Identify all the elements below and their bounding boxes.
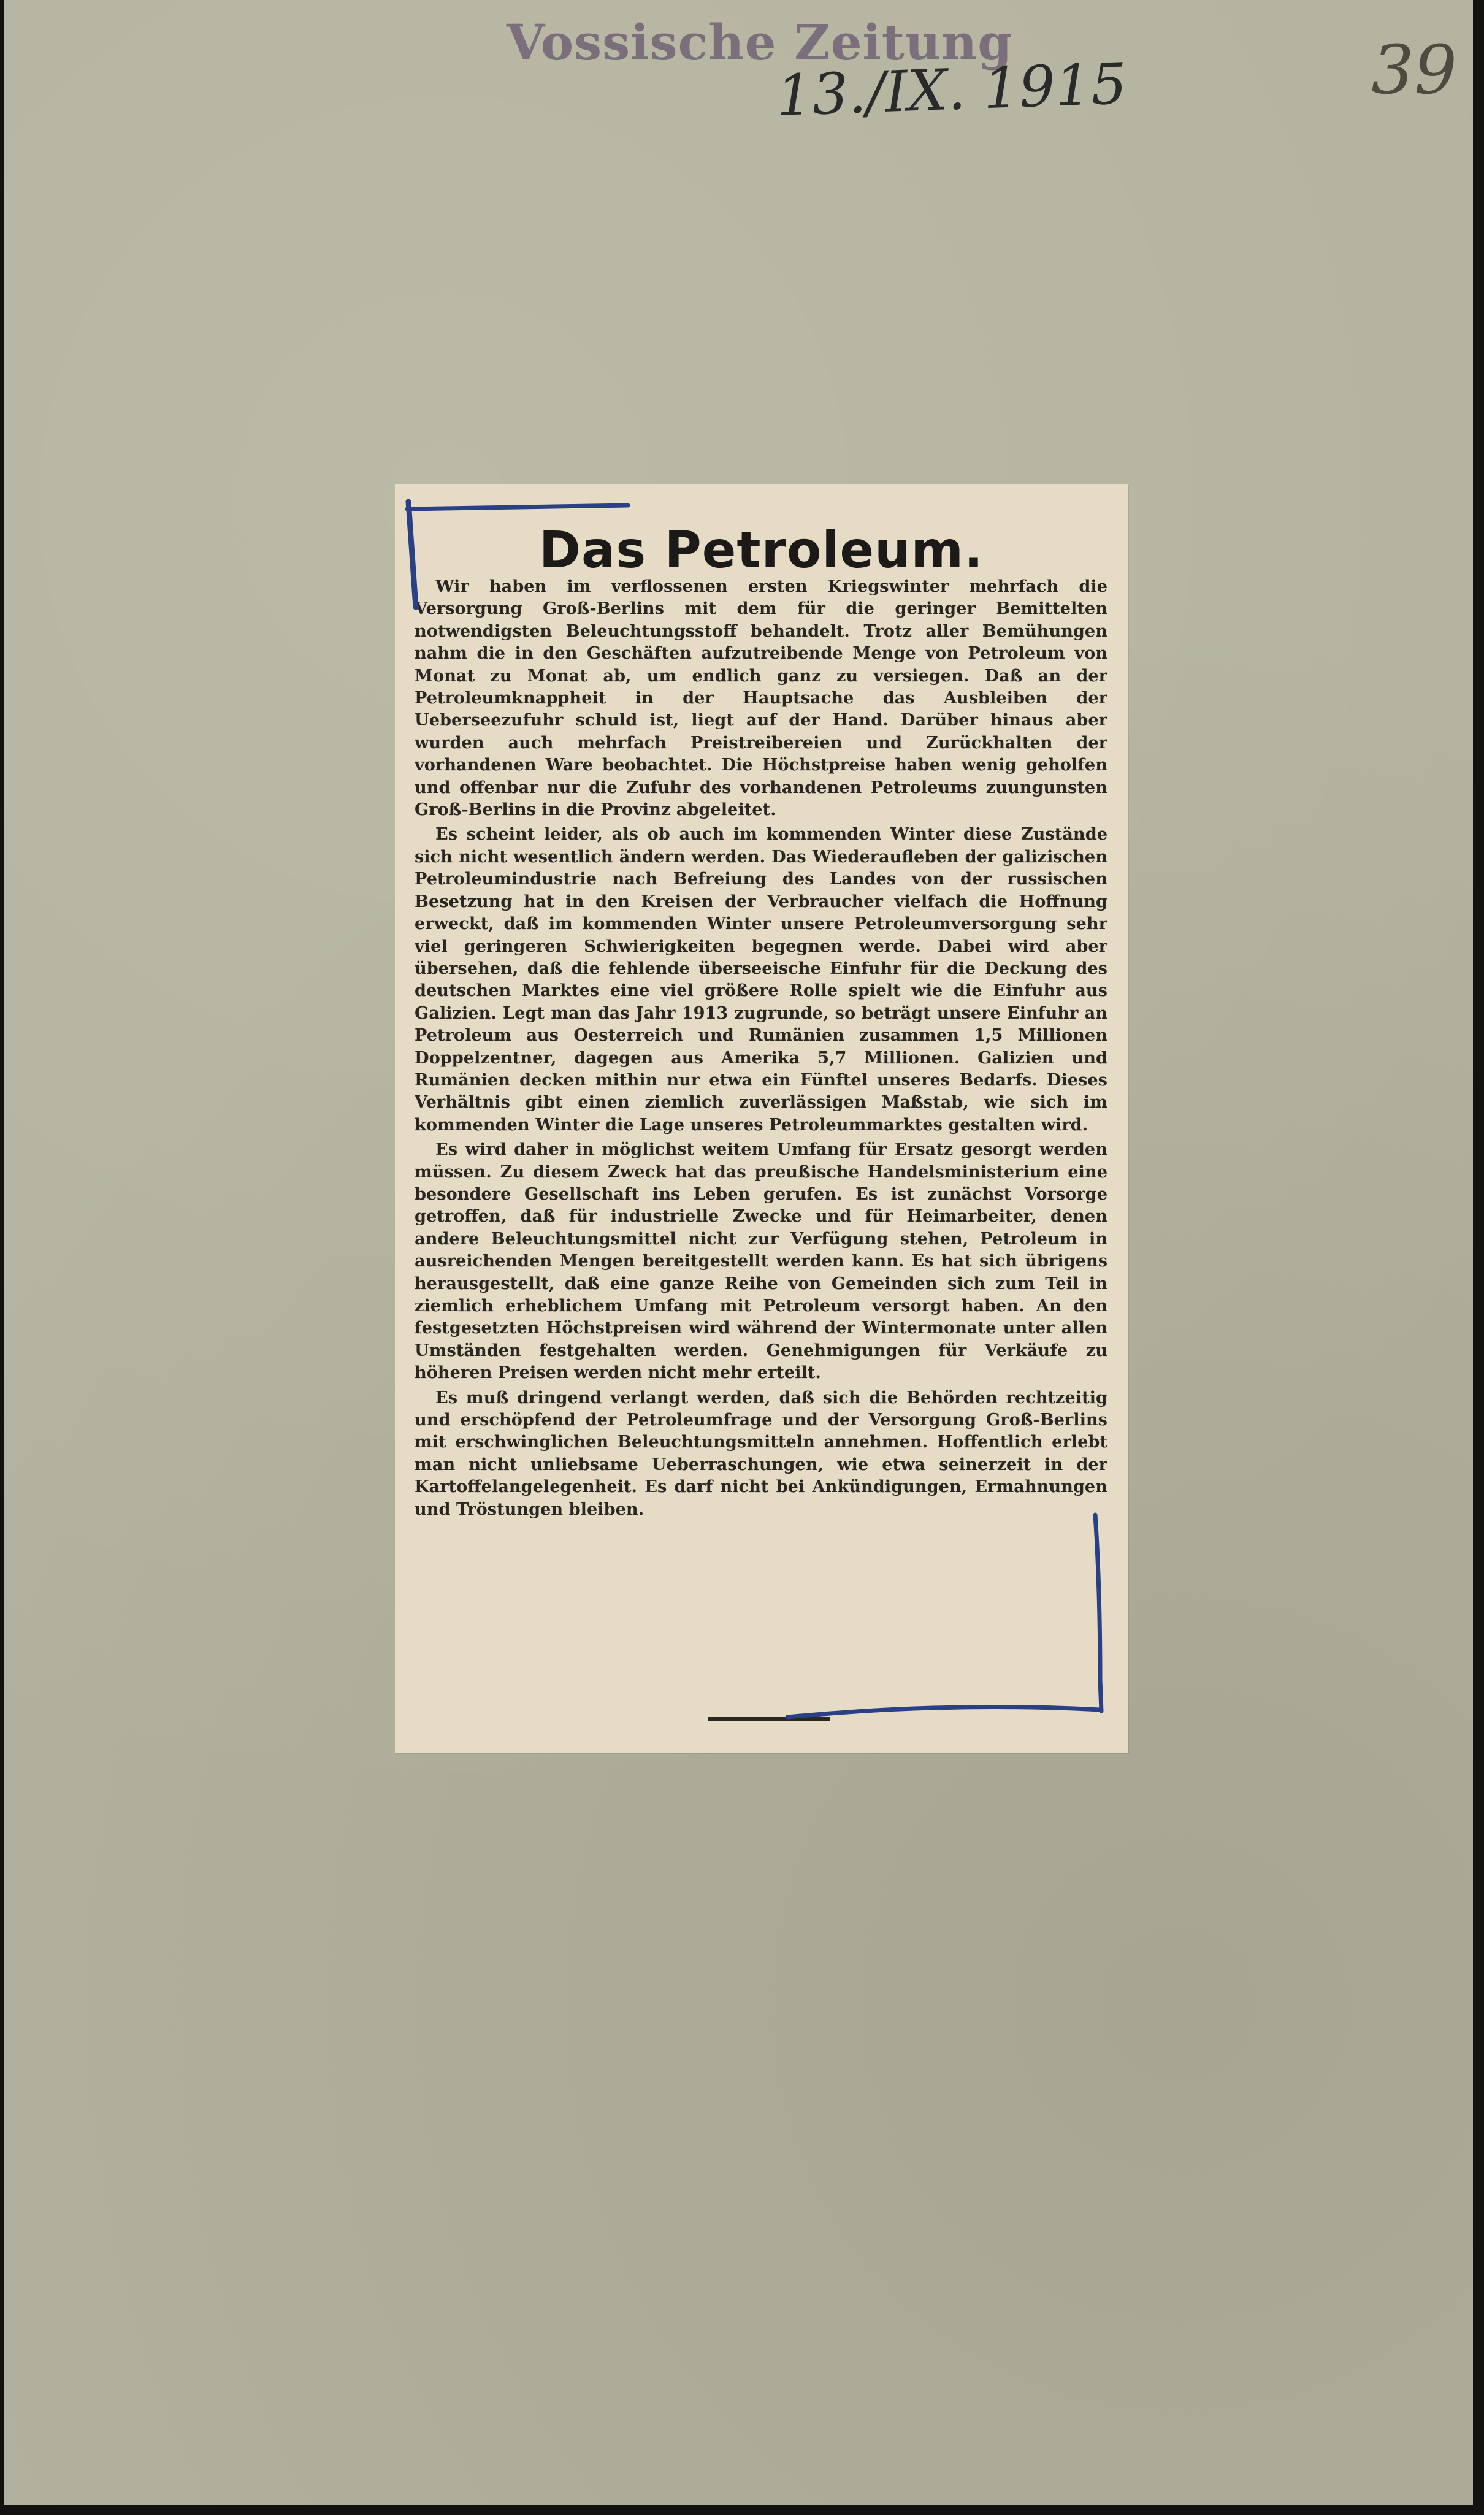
handwritten-date: 13./IX. 1915 <box>775 51 1128 129</box>
article-paragraph: Es scheint leider, als ob auch im kommenden Winter diese Zustände sich nicht wesentlich ändern werden. Das Wiederaufleben der galizischen Petroleumindustrie nach Befreiung des Landes von der russischen Besetzung hat in den Kreisen der Verbraucher vielfach die Hoffnung erweckt, daß im kommenden Winter unsere Petroleumversorgung sehr viel geringeren Schwierigkeiten begegnen werde. Dabei wird aber übersehen, daß die fehlende überseeische Einfuhr für die Deckung des deutschen Marktes eine viel größere Rolle spielt wie die Einfuhr aus Galizien. Legt man das Jahr 1913 zugrunde, so beträgt unsere Einfuhr an Petroleum aus Oesterreich und Rumänien zusammen 1,5 Millionen Doppelzentner, dagegen aus Amerika 5,7 Millionen. Galizien und Rumänien decken mithin nur etwa ein Fünftel unseres Bedarfs. Dieses Verhältnis gibt einen ziemlich zuverlässigen Maßstab, wie sich im kommenden Winter die Lage unseres Petroleummarktes gestalten wird. <box>415 824 1107 1135</box>
archive-sheet <box>4 0 1473 2505</box>
newspaper-stamp: Vossische Zeitung <box>507 13 1013 71</box>
article-title: Das Petroleum. <box>538 521 984 580</box>
article-paragraph: Es muß dringend verlangt werden, daß sich die Behörden rechtzeitig und erschöpfend der Petroleumfrage und der Versorgung Groß-Berlins mit erschwinglichen Beleuchtungsmitteln annehmen. Hoffentlich erlebt man nicht unliebsame Ueberraschungen, wie etwa seinerzeit in der Kartoffelangelegenheit. Es darf nicht bei Ankündigungen, Ermahnungen und Tröstungen bleiben. <box>415 1387 1107 1519</box>
article-paragraph: Wir haben im verflossenen ersten Kriegswinter mehrfach die Versorgung Groß-Berlins mit dem für die geringer Bemittelten notwendigsten Beleuchtungsstoff behandelt. Trotz aller Bemühungen nahm die in den Geschäften aufzutreibende Menge von Petroleum von Monat zu Monat ab, um endlich ganz zu versiegen. Daß an der Petroleumknappheit in der Hauptsache das Ausbleiben der Ueberseezufuhr schuld ist, liegt auf der Hand. Darüber hinaus aber wurden auch mehrfach Preistreibereien und Zurückhalten der vorhandenen Ware beobachtet. Die Höchstpreise haben wenig geholfen und offenbar nur die Zufuhr des vorhandenen Petroleums zuungunsten Groß-Berlins in die Provinz abgeleitet. <box>415 576 1107 820</box>
article-body <box>415 575 1107 1691</box>
article-paragraph: Es wird daher in möglichst weitem Umfang für Ersatz gesorgt werden müssen. Zu diesem Zweck hat das preußische Handelsministerium eine besondere Gesellschaft ins Leben gerufen. Es ist zunächst Vorsorge getroffen, daß für industrielle Zwecke und für Heimarbeiter, denen andere Beleuchtungsmittel nicht zur Verfügung stehen, Petroleum in ausreichenden Mengen bereitgestellt werden kann. Es hat sich übrigens herausgestellt, daß eine ganze Reihe von Gemeinden sich zum Teil in ziemlich erheblichem Umfang mit Petroleum versorgt haben. An den festgesetzten Höchstpreisen wird während der Wintermonate unter allen Umständen festgehalten werden. Genehmigungen für Verkäufe zu höheren Preisen werden nicht mehr erteilt. <box>415 1139 1107 1383</box>
newspaper-clipping <box>395 484 1128 1753</box>
page-number: 39 <box>1371 31 1457 109</box>
end-rule <box>708 1717 830 1721</box>
